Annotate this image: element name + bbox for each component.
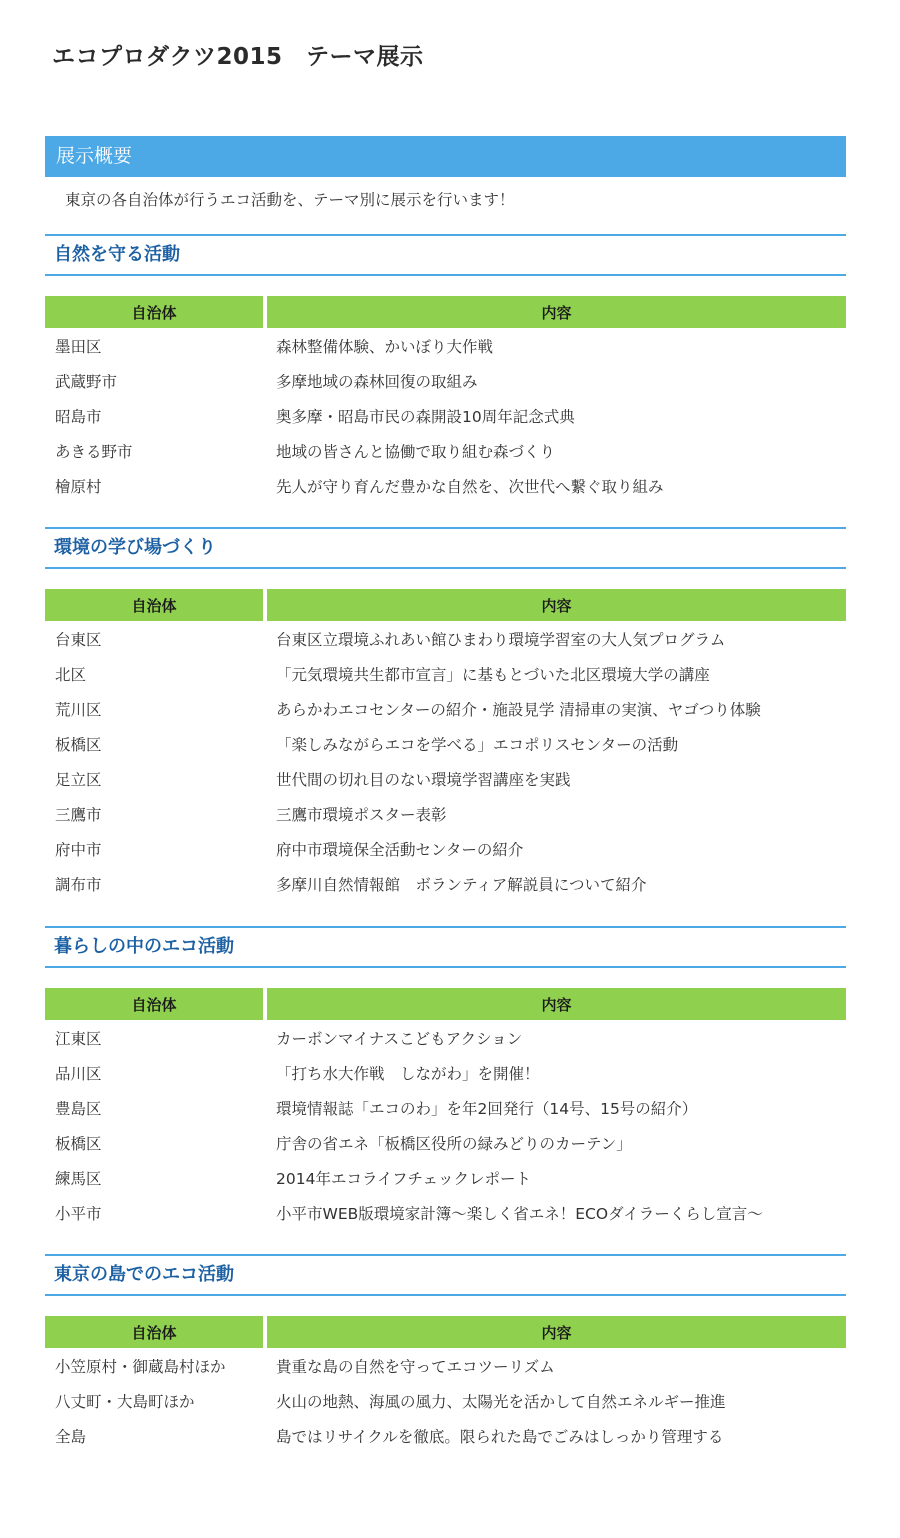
municipality-cell: 足立区 — [55, 770, 102, 789]
municipality-table — [45, 988, 846, 1230]
municipality-cell: 小笠原村・御蔵島村ほか — [55, 1357, 226, 1376]
content-cell: 多摩川自然情報館 ボランティア解説員について紹介 — [276, 875, 647, 894]
content-cell: 環境情報誌「エコのわ」を年2回発行（14号、15号の紹介） — [276, 1099, 698, 1118]
municipality-table — [45, 1316, 846, 1453]
content-cell: 火山の地熱、海風の風力、太陽光を活かして自然エネルギー推進 — [276, 1392, 726, 1411]
content-cell: 2014年エコライフチェックレポート — [276, 1169, 532, 1188]
table-row — [45, 691, 846, 726]
section-learning — [45, 527, 846, 901]
table-row — [45, 1090, 846, 1125]
content-cell: 森林整備体験、かいぼり大作戦 — [276, 337, 494, 356]
section-daily-life — [45, 926, 846, 1230]
table-row — [45, 1348, 846, 1383]
municipality-cell: 檜原村 — [55, 477, 102, 496]
page-title: エコプロダクツ2015 テーマ展示 — [52, 44, 424, 70]
municipality-cell: 墨田区 — [55, 337, 102, 356]
table-header-row — [45, 296, 846, 328]
municipality-cell: 北区 — [55, 665, 87, 684]
municipality-cell: 八丈町・大島町ほか — [55, 1392, 195, 1411]
table-row — [45, 1195, 846, 1230]
column-header-municipality: 自治体 — [45, 1316, 267, 1348]
column-header-content: 内容 — [267, 589, 846, 621]
municipality-cell: 府中市 — [55, 840, 102, 859]
municipality-table — [45, 296, 846, 503]
table-row — [45, 866, 846, 901]
table-row — [45, 1125, 846, 1160]
content-cell: 「楽しみながらエコを学べる」エコポリスセンターの活動 — [276, 735, 679, 754]
content-cell: 庁舎の省エネ「板橋区役所の緑みどりのカーテン」 — [276, 1134, 632, 1153]
table-row — [45, 761, 846, 796]
content-cell: カーボンマイナスこどもアクション — [276, 1029, 523, 1048]
municipality-cell: 品川区 — [55, 1064, 102, 1083]
section-nature — [45, 234, 846, 503]
municipality-cell: 江東区 — [55, 1029, 102, 1048]
overview-heading: 展示概要 — [45, 136, 846, 177]
table-row — [45, 433, 846, 468]
table-row — [45, 1383, 846, 1418]
table-row — [45, 398, 846, 433]
table-row — [45, 726, 846, 761]
municipality-cell: 豊島区 — [55, 1099, 102, 1118]
content-cell: 「元気環境共生都市宣言」に基もとづいた北区環境大学の講座 — [276, 665, 710, 684]
section-title: 自然を守る活動 — [45, 234, 846, 276]
municipality-cell: 三鷹市 — [55, 805, 102, 824]
table-row — [45, 656, 846, 691]
municipality-cell: 調布市 — [55, 875, 102, 894]
table-header-row — [45, 1316, 846, 1348]
municipality-cell: 武蔵野市 — [55, 372, 118, 391]
table-row — [45, 1020, 846, 1055]
section-title: 環境の学び場づくり — [45, 527, 846, 569]
table-row — [45, 1055, 846, 1090]
table-row — [45, 363, 846, 398]
content-cell: 三鷹市環境ポスター表彰 — [276, 805, 447, 824]
content-cell: 先人が守り育んだ豊かな自然を、次世代へ繋ぐ取り組み — [276, 477, 664, 496]
table-row — [45, 328, 846, 363]
content-cell: 地域の皆さんと協働で取り組む森づくり — [276, 442, 556, 461]
overview-text: 東京の各自治体が行うエコ活動を、テーマ別に展示を行います！ — [65, 191, 515, 209]
content-cell: 多摩地域の森林回復の取組み — [276, 372, 478, 391]
municipality-cell: 台東区 — [55, 630, 102, 649]
column-header-content: 内容 — [267, 1316, 846, 1348]
content-cell: あらかわエコセンターの紹介・施設見学 清掃車の実演、ヤゴつり体験 — [276, 700, 761, 719]
content-cell: 奥多摩・昭島市民の森開設10周年記念式典 — [276, 407, 575, 426]
table-row — [45, 468, 846, 503]
content-cell: 府中市環境保全活動センターの紹介 — [276, 840, 524, 859]
municipality-table — [45, 589, 846, 901]
column-header-municipality: 自治体 — [45, 589, 267, 621]
municipality-cell: 昭島市 — [55, 407, 102, 426]
column-header-content: 内容 — [267, 988, 846, 1020]
table-header-row — [45, 589, 846, 621]
table-row — [45, 1160, 846, 1195]
municipality-cell: 全島 — [55, 1427, 87, 1446]
table-row — [45, 831, 846, 866]
municipality-cell: 荒川区 — [55, 700, 102, 719]
table-row — [45, 621, 846, 656]
column-header-content: 内容 — [267, 296, 846, 328]
table-row — [45, 796, 846, 831]
municipality-cell: 小平市 — [55, 1204, 102, 1223]
municipality-cell: 板橋区 — [55, 735, 102, 754]
content-cell: 島ではリサイクルを徹底。限られた島でごみはしっかり管理する — [276, 1427, 724, 1446]
table-header-row — [45, 988, 846, 1020]
content-cell: 小平市WEB版環境家計簿～楽しく省エネ！ECOダイラーくらし宣言～ — [276, 1204, 763, 1223]
municipality-cell: あきる野市 — [55, 442, 133, 461]
municipality-cell: 練馬区 — [55, 1169, 102, 1188]
content-cell: 世代間の切れ目のない環境学習講座を実践 — [276, 770, 571, 789]
section-title: 暮らしの中のエコ活動 — [45, 926, 846, 968]
column-header-municipality: 自治体 — [45, 296, 267, 328]
column-header-municipality: 自治体 — [45, 988, 267, 1020]
section-title: 東京の島でのエコ活動 — [45, 1254, 846, 1296]
content-cell: 貴重な島の自然を守ってエコツーリズム — [276, 1357, 555, 1376]
content-cell: 台東区立環境ふれあい館ひまわり環境学習室の大人気プログラム — [276, 630, 726, 649]
table-row — [45, 1418, 846, 1453]
section-islands — [45, 1254, 846, 1453]
municipality-cell: 板橋区 — [55, 1134, 102, 1153]
content-cell: 「打ち水大作戦 しながわ」を開催！ — [276, 1064, 540, 1083]
